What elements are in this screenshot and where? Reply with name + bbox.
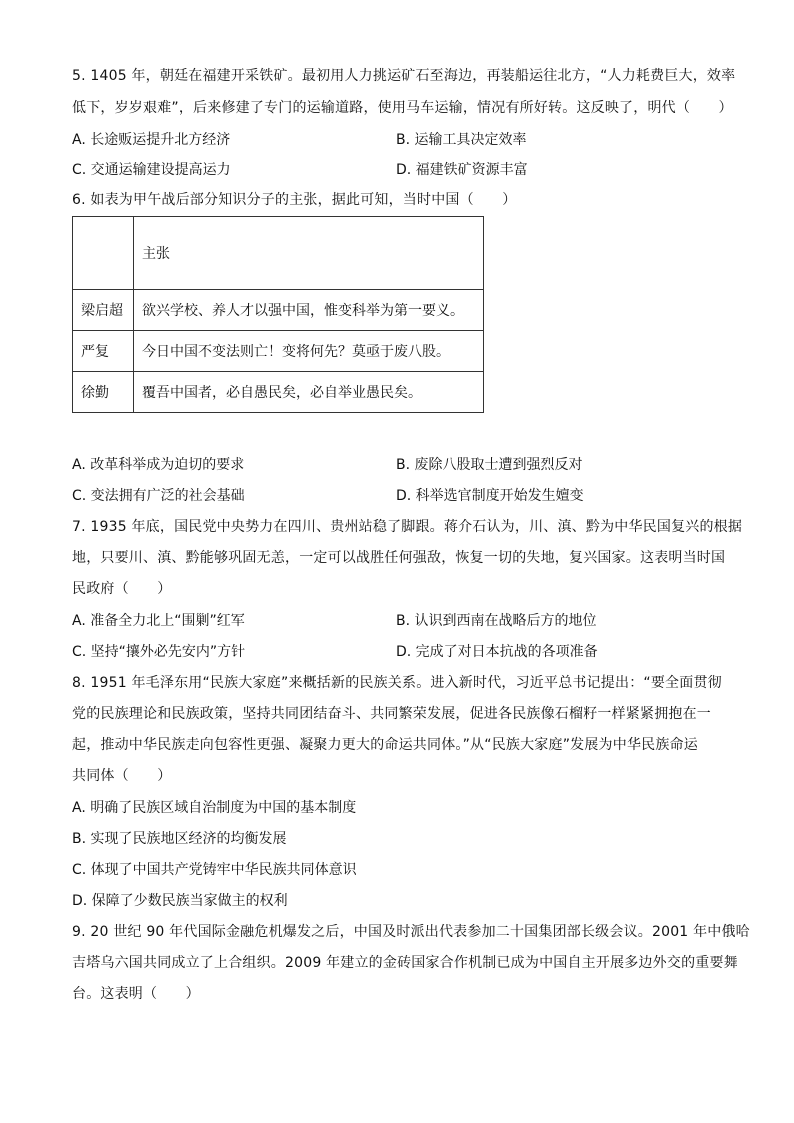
q7-option-a: A. 准备全力北上“围剿”红军 [72, 613, 245, 629]
q5-stem-line-2: 低下，岁岁艰难”，后来修建了专门的运输道路，使用马车运输，情况有所好转。这反映了，明代（ ） [72, 100, 733, 116]
q8-stem-line-4: 共同体（ ） [72, 768, 172, 784]
table-row [73, 372, 484, 413]
table-header-row [73, 217, 484, 290]
table-cell-claim: 覆吾中国者，必自愚民矣，必自举业愚民矣。 [134, 372, 484, 413]
q7-option-b: B. 认识到西南在战略后方的地位 [396, 613, 597, 629]
q8-stem-line-1: 8. 1951 年毛泽东用“民族大家庭”来概括新的民族关系。进入新时代，习近平总书记提出：“要全面贯彻 [72, 675, 722, 691]
q7-stem-line-3: 民政府（ ） [72, 581, 172, 597]
q8-option-b: B. 实现了民族地区经济的均衡发展 [72, 831, 287, 847]
q7-option-d: D. 完成了对日本抗战的各项准备 [396, 644, 598, 660]
q8-stem-line-2: 党的民族理论和民族政策，坚持共同团结奋斗、共同繁荣发展，促进各民族像石榴籽一样紧紧拥抱在一 [72, 706, 711, 722]
q6-table [72, 216, 484, 413]
q5-option-c: C. 交通运输建设提高运力 [72, 162, 231, 178]
q7-option-c: C. 坚持“攘外必先安内”方针 [72, 644, 246, 660]
q8-option-a: A. 明确了民族区域自治制度为中国的基本制度 [72, 800, 357, 816]
table-cell-claim: 欲兴学校、养人才以强中国，惟变科举为第一要义。 [134, 290, 484, 331]
table-row [73, 331, 484, 372]
q5-stem-line-1: 5. 1405 年，朝廷在福建开采铁矿。最初用人力挑运矿石至海边，再装船运往北方，“人力耗费巨大，效率 [72, 68, 736, 84]
table-cell-name: 徐勤 [73, 372, 134, 413]
q7-stem-line-2: 地，只要川、滇、黔能够巩固无恙，一定可以战胜任何强敌，恢复一切的失地，复兴国家。这表明当时国 [72, 550, 726, 566]
q8-stem-line-3: 起，推动中华民族走向包容性更强、凝聚力更大的命运共同体。”从“民族大家庭”发展为中华民族命运 [72, 737, 698, 753]
q9-stem-line-3: 台。这表明（ ） [72, 986, 200, 1002]
q6-option-c: C. 变法拥有广泛的社会基础 [72, 488, 245, 504]
q6-option-b: B. 废除八股取士遭到强烈反对 [396, 457, 583, 473]
table-header-blank [73, 217, 134, 290]
table-row [73, 290, 484, 331]
q5-option-a: A. 长途贩运提升北方经济 [72, 132, 231, 148]
q6-option-a: A. 改革科举成为迫切的要求 [72, 457, 245, 473]
q6-stem: 6. 如表为甲午战后部分知识分子的主张，据此可知，当时中国（ ） [72, 192, 517, 208]
q5-option-d: D. 福建铁矿资源丰富 [396, 162, 528, 178]
table-cell-name: 梁启超 [73, 290, 134, 331]
table-cell-name: 严复 [73, 331, 134, 372]
q7-stem-line-1: 7. 1935 年底，国民党中央势力在四川、贵州站稳了脚跟。蒋介石认为，川、滇、黔为中华民国复兴的根据 [72, 519, 743, 535]
q5-option-b: B. 运输工具决定效率 [396, 132, 527, 148]
q9-stem-line-1: 9. 20 世纪 90 年代国际金融危机爆发之后，中国及时派出代表参加二十国集团部长级会议。2001 年中俄哈 [72, 924, 750, 940]
q9-stem-line-2: 吉塔乌六国共同成立了上合组织。2009 年建立的金砖国家合作机制已成为中国自主开展多边外交的重要舞 [72, 955, 738, 971]
table-cell-claim: 今日中国不变法则亡！变将何先？莫亟于废八股。 [134, 331, 484, 372]
table-header-claim: 主张 [134, 217, 484, 290]
q8-option-d: D. 保障了少数民族当家做主的权利 [72, 893, 288, 909]
q8-option-c: C. 体现了中国共产党铸牢中华民族共同体意识 [72, 862, 357, 878]
q6-option-d: D. 科举选官制度开始发生嬗变 [396, 488, 584, 504]
